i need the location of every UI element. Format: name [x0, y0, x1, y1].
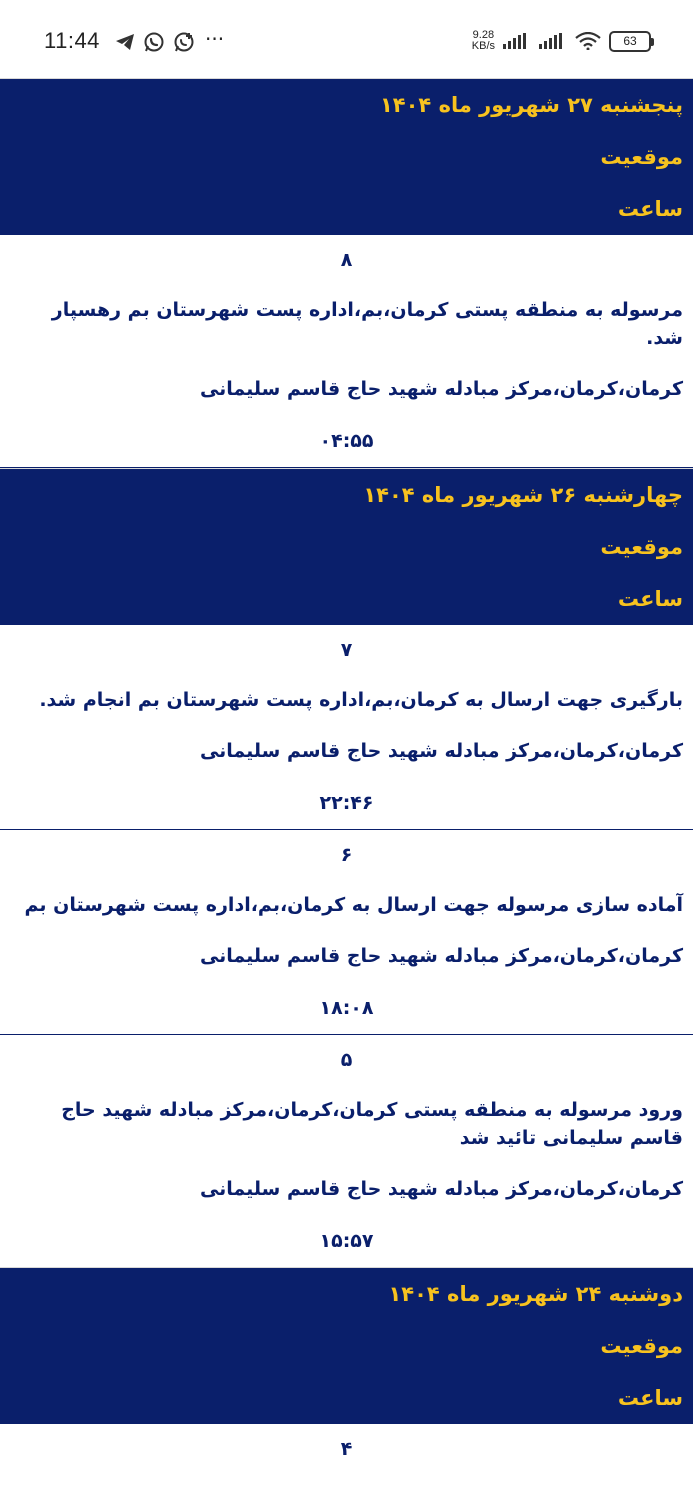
wifi-icon: [575, 32, 601, 50]
time-header: ساعت: [617, 197, 683, 221]
date-label: چهارشنبه ۲۶ شهریور ماه ۱۴۰۴: [363, 483, 683, 507]
time-header: ساعت: [617, 587, 683, 611]
location-header: موقعیت: [600, 1334, 683, 1358]
whatsapp-business-icon: [173, 31, 195, 53]
tracking-entry: [0, 235, 693, 468]
entry-time: ۱۸:۰۸: [319, 997, 374, 1019]
status-time: 11:44: [44, 28, 100, 53]
entry-time: ۱۵:۵۷: [319, 1230, 374, 1252]
entry-description: مرسوله به منطقه پستی کرمان،بم،اداره پست شهرستان بم رهسپار شد.: [51, 299, 683, 349]
entry-description: آماده سازی مرسوله جهت ارسال به کرمان،بم،اداره پست شهرستان بم: [24, 894, 683, 916]
entry-description: ورود مرسوله به منطقه پستی کرمان،کرمان،مرکز مبادله شهید حاج قاسم سلیمانی تائید شد: [61, 1099, 683, 1149]
entry-description: بارگیری جهت ارسال به کرمان،بم،اداره پست شهرستان بم انجام شد.: [39, 689, 683, 711]
entry-location: کرمان،کرمان،مرکز مبادله شهید حاج قاسم سلیمانی: [199, 378, 683, 400]
date-label: پنجشنبه ۲۷ شهریور ماه ۱۴۰۴: [379, 93, 683, 117]
location-header: موقعیت: [600, 145, 683, 169]
time-header: ساعت: [617, 1386, 683, 1410]
entry-time: ۲۲:۴۶: [319, 792, 374, 814]
tracking-entry: [0, 1424, 693, 1474]
battery-icon: 63: [609, 31, 651, 52]
tracking-entry: [0, 1035, 693, 1267]
tracking-entry: [0, 625, 693, 830]
date-header: [0, 78, 693, 235]
more-dots-icon: ···: [205, 27, 225, 51]
tracking-entry: [0, 830, 693, 1035]
entry-location: کرمان،کرمان،مرکز مبادله شهید حاج قاسم سلیمانی: [199, 945, 683, 967]
entry-location: کرمان،کرمان،مرکز مبادله شهید حاج قاسم سلیمانی: [199, 740, 683, 762]
entry-number: ۵: [340, 1049, 353, 1071]
entry-number: ۷: [340, 639, 353, 661]
entry-location: کرمان،کرمان،مرکز مبادله شهید حاج قاسم سلیمانی: [199, 1178, 683, 1200]
status-bar: [0, 0, 693, 78]
date-header: [0, 1267, 693, 1424]
entry-time: ۰۴:۵۵: [319, 430, 374, 452]
date-label: دوشنبه ۲۴ شهریور ماه ۱۴۰۴: [388, 1282, 683, 1306]
date-header: [0, 468, 693, 625]
telegram-icon: [115, 33, 135, 51]
entry-number: ۸: [340, 249, 353, 271]
signal-icon-2: [539, 33, 567, 49]
entry-number: ۴: [340, 1438, 353, 1460]
notification-icons: [115, 27, 225, 54]
location-header: موقعیت: [600, 535, 683, 559]
whatsapp-icon: [143, 31, 165, 53]
system-icons: [472, 30, 651, 52]
entry-number: ۶: [340, 844, 353, 866]
signal-icon: [503, 33, 531, 49]
net-speed: 9.28 KB/s: [471, 29, 495, 52]
